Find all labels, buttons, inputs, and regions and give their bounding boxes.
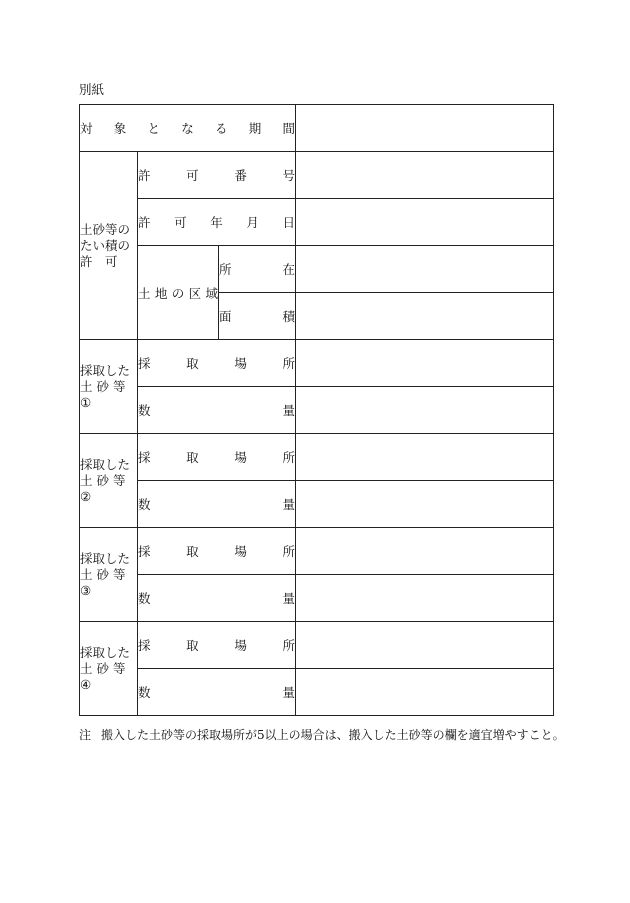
source-1-qty-value-cell[interactable] bbox=[296, 387, 554, 434]
source-1-qty-label bbox=[138, 387, 296, 434]
row-source-1-qty bbox=[80, 387, 554, 434]
area-label bbox=[219, 293, 296, 340]
row-permit-date bbox=[80, 199, 554, 246]
source-1-number: ① bbox=[80, 394, 92, 410]
source-2-label bbox=[80, 434, 138, 528]
label-char: 採 bbox=[138, 638, 151, 653]
row-period bbox=[80, 105, 554, 152]
label-char: 所 bbox=[282, 450, 295, 465]
source-1-line-2: 土 砂 等 bbox=[80, 378, 126, 394]
label-char: 取 bbox=[186, 356, 199, 371]
source-4-place-label bbox=[138, 622, 296, 669]
label-char: 間 bbox=[282, 121, 296, 136]
label-char: 象 bbox=[113, 121, 127, 136]
source-2-place-value-cell[interactable] bbox=[296, 434, 554, 481]
permit-number-label bbox=[138, 152, 296, 199]
label-char: 許 bbox=[138, 215, 151, 230]
label-char: 所 bbox=[282, 356, 295, 371]
land-area-label bbox=[138, 246, 219, 340]
row-source-2-qty bbox=[80, 481, 554, 528]
label-char: 可 bbox=[186, 168, 199, 183]
footnote bbox=[79, 726, 565, 743]
label-char: 地 bbox=[154, 285, 168, 301]
label-char: 取 bbox=[186, 638, 199, 653]
period-label-text bbox=[80, 119, 295, 137]
label-char: 対 bbox=[80, 121, 93, 136]
label-char: 場 bbox=[234, 544, 247, 559]
label-char: 場 bbox=[234, 638, 247, 653]
label-char: 月 bbox=[246, 215, 259, 230]
period-value-cell[interactable] bbox=[296, 105, 554, 152]
label-char: 期 bbox=[248, 121, 262, 136]
label-char: 在 bbox=[282, 262, 296, 277]
source-4-qty-label bbox=[138, 669, 296, 716]
row-source-4-place bbox=[80, 622, 554, 669]
label-char: 量 bbox=[282, 497, 296, 512]
source-4-number: ④ bbox=[80, 676, 92, 692]
label-char: 面 bbox=[219, 309, 232, 324]
label-char: 所 bbox=[282, 544, 295, 559]
label-char: の bbox=[171, 285, 185, 301]
label-char: 採 bbox=[138, 450, 151, 465]
label-char: 取 bbox=[186, 450, 199, 465]
permit-group-line-1: 土砂等の bbox=[80, 221, 131, 237]
attachment-label: 別紙 bbox=[79, 82, 105, 97]
area-value-cell[interactable] bbox=[296, 293, 554, 340]
row-location bbox=[80, 246, 554, 293]
source-4-line-1: 採取した bbox=[80, 644, 131, 660]
label-char: 域 bbox=[205, 285, 218, 301]
row-source-1-place bbox=[80, 340, 554, 387]
period-label bbox=[80, 105, 296, 152]
source-4-qty-value-cell[interactable] bbox=[296, 669, 554, 716]
source-1-place-label bbox=[138, 340, 296, 387]
permit-number-value-cell[interactable] bbox=[296, 152, 554, 199]
permit-date-value-cell[interactable] bbox=[296, 199, 554, 246]
row-source-4-qty bbox=[80, 669, 554, 716]
permit-group-label bbox=[80, 152, 138, 340]
source-3-number: ③ bbox=[80, 582, 92, 598]
location-label bbox=[219, 246, 296, 293]
label-char: 採 bbox=[138, 544, 151, 559]
source-4-label bbox=[80, 622, 138, 716]
label-char: 数 bbox=[138, 591, 151, 606]
source-3-line-1: 採取した bbox=[80, 550, 131, 566]
label-char: 所 bbox=[282, 638, 295, 653]
source-2-qty-label bbox=[138, 481, 296, 528]
permit-date-label bbox=[138, 199, 296, 246]
row-source-3-qty bbox=[80, 575, 554, 622]
label-char: る bbox=[215, 121, 228, 136]
row-source-3-place bbox=[80, 528, 554, 575]
label-char: 区 bbox=[188, 285, 202, 301]
footnote-text: 搬入した土砂等の採取場所が5以上の場合は、搬入した土砂等の欄を適宜増やすこと。 bbox=[101, 728, 565, 742]
permit-group-line-2: たい積の bbox=[80, 237, 131, 253]
location-value-cell[interactable] bbox=[296, 246, 554, 293]
label-char: 場 bbox=[234, 450, 247, 465]
permit-group-line-3: 許 可 bbox=[80, 253, 118, 269]
source-2-line-1: 採取した bbox=[80, 456, 131, 472]
label-char: 許 bbox=[138, 168, 151, 183]
label-char: 号 bbox=[282, 168, 295, 183]
source-3-line-2: 土 砂 等 bbox=[80, 566, 126, 582]
label-char: 積 bbox=[282, 309, 296, 324]
footnote-mark: 注 bbox=[79, 728, 92, 742]
label-char: 取 bbox=[186, 544, 199, 559]
source-2-qty-value-cell[interactable] bbox=[296, 481, 554, 528]
label-char: 番 bbox=[234, 168, 247, 183]
source-2-line-2: 土 砂 等 bbox=[80, 472, 126, 488]
label-char: 量 bbox=[282, 403, 296, 418]
label-char: 土 bbox=[138, 285, 151, 301]
source-1-line-1: 採取した bbox=[80, 362, 131, 378]
row-source-2-place bbox=[80, 434, 554, 481]
source-4-place-value-cell[interactable] bbox=[296, 622, 554, 669]
label-char: 採 bbox=[138, 356, 151, 371]
label-char: 数 bbox=[138, 685, 151, 700]
source-2-place-label bbox=[138, 434, 296, 481]
source-3-place-value-cell[interactable] bbox=[296, 528, 554, 575]
source-1-place-value-cell[interactable] bbox=[296, 340, 554, 387]
source-3-label bbox=[80, 528, 138, 622]
label-char: 数 bbox=[138, 497, 151, 512]
label-char: 数 bbox=[138, 403, 151, 418]
permit-form-table bbox=[79, 104, 554, 716]
source-4-line-2: 土 砂 等 bbox=[80, 660, 126, 676]
source-3-qty-value-cell[interactable] bbox=[296, 575, 554, 622]
source-2-number: ② bbox=[80, 488, 92, 504]
label-char: 量 bbox=[282, 591, 296, 606]
source-3-qty-label bbox=[138, 575, 296, 622]
label-char: と bbox=[147, 121, 161, 136]
row-permit-number bbox=[80, 152, 554, 199]
label-char: 可 bbox=[174, 215, 187, 230]
label-char: 量 bbox=[282, 685, 296, 700]
label-char: 年 bbox=[210, 215, 223, 230]
source-1-label bbox=[80, 340, 138, 434]
label-char: 場 bbox=[234, 356, 247, 371]
label-char: な bbox=[181, 121, 194, 136]
source-3-place-label bbox=[138, 528, 296, 575]
label-char: 所 bbox=[219, 262, 232, 277]
label-char: 日 bbox=[282, 215, 296, 230]
